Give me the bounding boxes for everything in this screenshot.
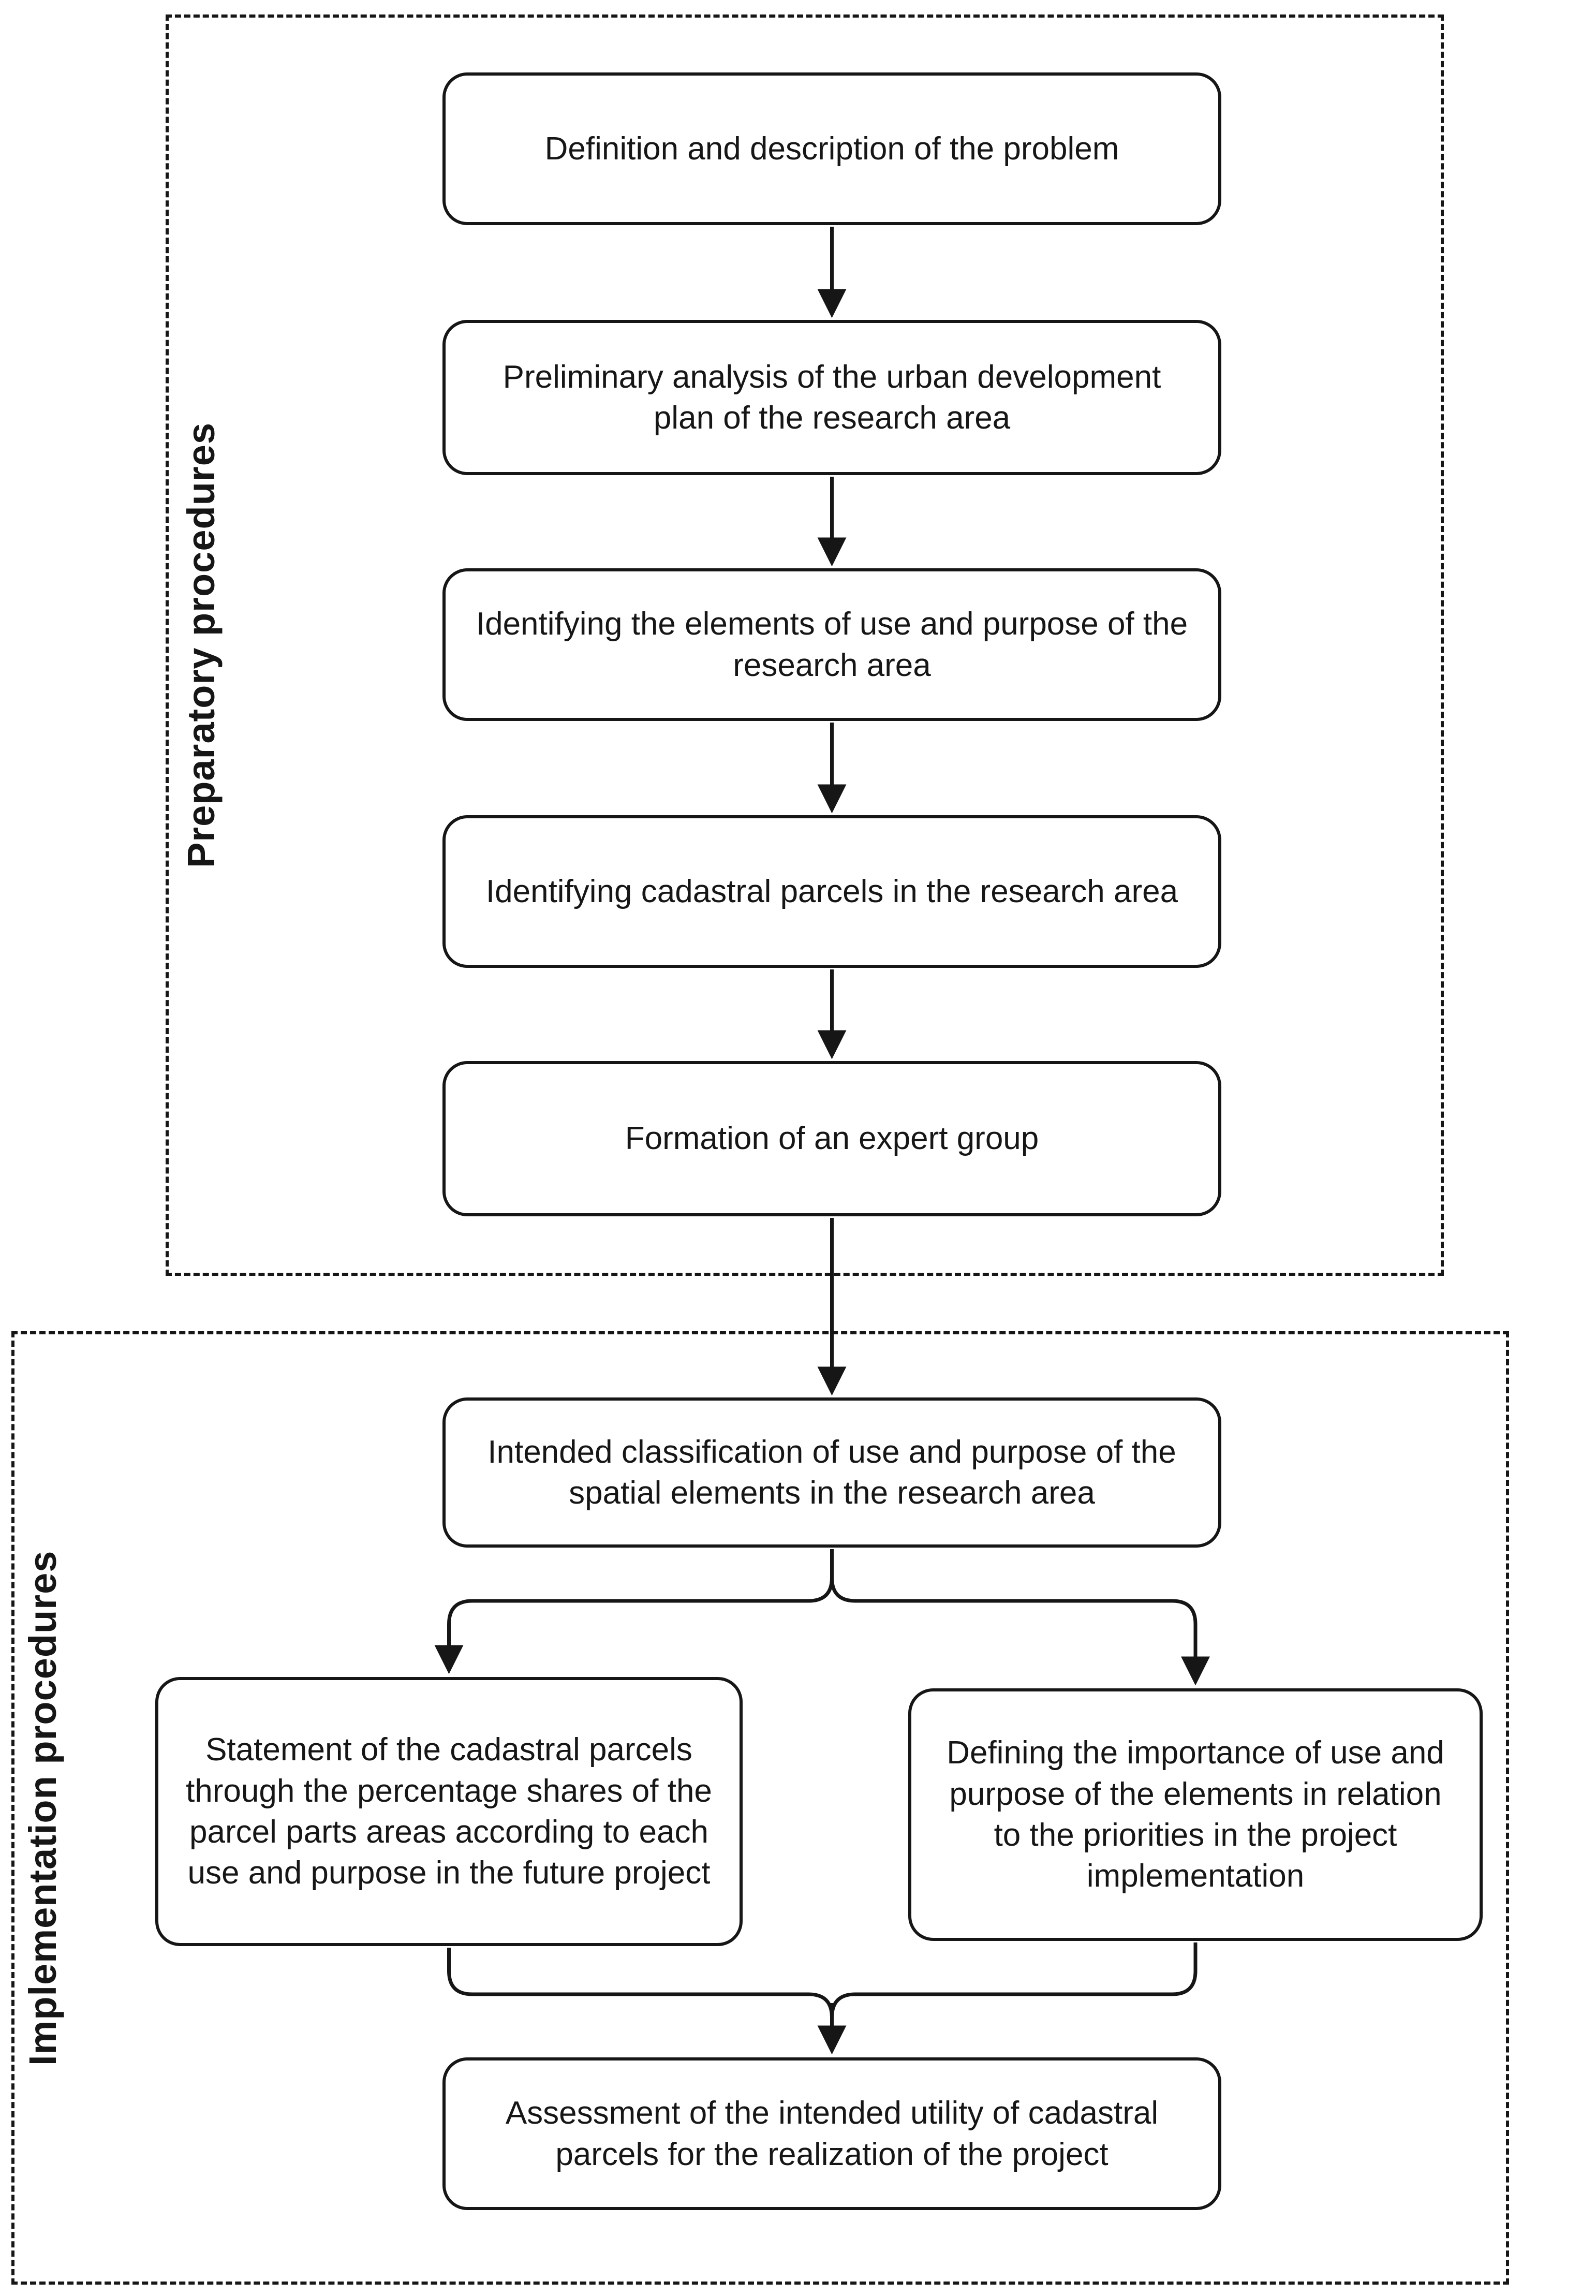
node-defining-importance-label: Defining the importance of use and purpose of the elements in relation to the priorities in the project implementation xyxy=(947,1735,1444,1894)
node-identifying-parcels xyxy=(442,815,1221,968)
node-preliminary-analysis xyxy=(442,320,1221,475)
node-identifying-elements xyxy=(442,568,1221,721)
node-statement-parcels xyxy=(155,1677,743,1946)
node-assessment-label: Assessment of the intended utility of cadastral parcels for the realization of the project xyxy=(505,2095,1159,2172)
node-problem-definition xyxy=(442,72,1221,225)
group-label-implementation: Implementation procedures xyxy=(21,1550,64,2066)
node-expert-group-label: Formation of an expert group xyxy=(625,1121,1039,1157)
node-assessment xyxy=(442,2057,1221,2210)
group-label-preparatory: Preparatory procedures xyxy=(180,422,223,869)
node-expert-group xyxy=(442,1061,1221,1216)
node-identifying-parcels-label: Identifying cadastral parcels in the research area xyxy=(485,873,1178,909)
node-intended-classification-label: Intended classification of use and purpose of the spatial elements in the research area xyxy=(487,1434,1176,1511)
node-problem-definition-label: Definition and description of the problem xyxy=(544,130,1119,167)
node-defining-importance xyxy=(908,1688,1483,1941)
node-intended-classification xyxy=(442,1397,1221,1548)
node-preliminary-analysis-label: Preliminary analysis of the urban development plan of the research area xyxy=(503,359,1161,436)
node-statement-parcels-label: Statement of the cadastral parcels through the percentage shares of the parcel parts areas according to each use and purpose in the future project xyxy=(186,1732,712,1891)
node-identifying-elements-label: Identifying the elements of use and purpose of the research area xyxy=(476,606,1188,683)
